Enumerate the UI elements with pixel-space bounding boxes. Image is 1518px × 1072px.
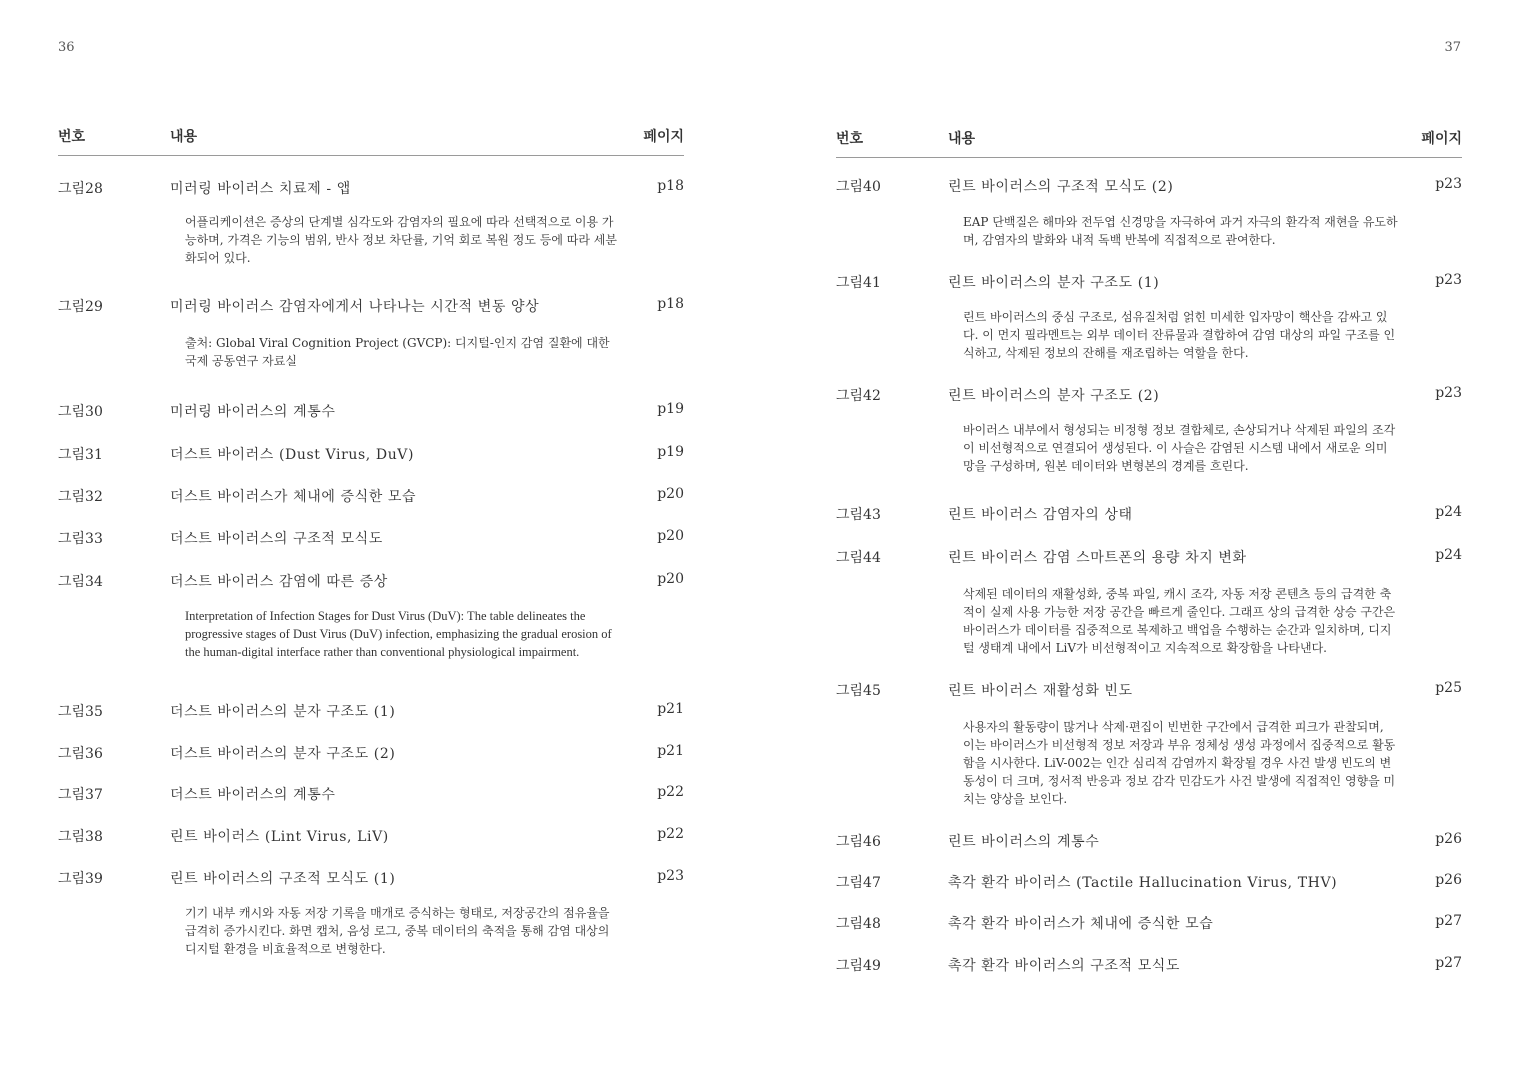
- figure-index-table: [836, 126, 1462, 974]
- page-number: 37: [1444, 40, 1461, 55]
- table-header: [836, 126, 1462, 158]
- figure-number: 그림30: [58, 404, 103, 420]
- figure-number: 그림36: [58, 746, 103, 762]
- figure-page: p20: [657, 528, 684, 544]
- figure-title: 린트 바이러스의 구조적 모식도 (2): [948, 179, 1174, 195]
- figure-number: 그림38: [58, 829, 103, 845]
- figure-description: 기기 내부 캐시와 자동 저장 기록을 매개로 증식하는 형태로, 저장공간의 점유율을 급격히 증가시킨다. 화면 캡처, 음성 로그, 중복 데이터의 축적을 통해 감염 대상의 디지털 환경을 비효율적으로 변형한다.: [185, 906, 610, 956]
- figure-number: 그림34: [58, 574, 103, 590]
- figure-title: 촉각 환각 바이러스가 체내에 증식한 모습: [948, 916, 1214, 932]
- header-number: 번호: [836, 131, 864, 147]
- figure-page: p24: [1435, 504, 1462, 520]
- figure-title: 더스트 바이러스의 구조적 모식도: [170, 531, 383, 547]
- figure-title: 더스트 바이러스 감염에 따른 증상: [170, 574, 388, 590]
- figure-number: 그림49: [836, 958, 881, 974]
- figure-page: p22: [657, 826, 684, 842]
- figure-title: 린트 바이러스의 분자 구조도 (2): [948, 388, 1160, 404]
- figure-index-table: [58, 124, 684, 956]
- figure-number: 그림39: [58, 871, 103, 887]
- figure-number: 그림29: [58, 299, 103, 315]
- figure-title: 더스트 바이러스의 분자 구조도 (2): [170, 746, 396, 762]
- figure-page: p23: [1435, 176, 1462, 192]
- figure-page: p21: [657, 701, 684, 717]
- figure-title: 린트 바이러스의 구조적 모식도 (1): [170, 871, 396, 887]
- figure-description: 린트 바이러스의 중심 구조로, 섬유질처럼 얽힌 미세한 입자망이 핵산을 감싸고 있다. 이 먼지 필라멘트는 외부 데이터 잔류물과 결합하여 감염 대상의 파일 구조를 인식하고, 삭제된 정보의 잔해를 재조립하는 역할을 한다.: [963, 310, 1396, 360]
- header-page: 페이지: [1421, 131, 1462, 147]
- figure-title: 더스트 바이러스 (Dust Virus, DuV): [170, 447, 415, 463]
- figure-title: 린트 바이러스 (Lint Virus, LiV): [170, 829, 389, 845]
- figure-page: p24: [1435, 547, 1462, 563]
- figure-page: p22: [657, 784, 684, 800]
- figure-number: 그림42: [836, 388, 881, 404]
- figure-title: 미러링 바이러스의 계통수: [170, 404, 336, 420]
- figure-number: 그림45: [836, 683, 881, 699]
- figure-number: 그림32: [58, 489, 103, 505]
- figure-page: p26: [1435, 872, 1462, 888]
- figure-description: 어플리케이션은 증상의 단계별 심각도와 감염자의 필요에 따라 선택적으로 이용 가능하며, 가격은 기능의 범위, 반사 정보 차단률, 기억 회로 복원 정도 등에 따라 세분화되어 있다.: [185, 215, 617, 265]
- table-header: [58, 124, 684, 156]
- figure-title: 촉각 환각 바이러스의 구조적 모식도: [948, 958, 1181, 974]
- figure-title: 미러링 바이러스 감염자에게서 나타나는 시간적 변동 양상: [170, 299, 540, 315]
- figure-number: 그림40: [836, 179, 881, 195]
- figure-title: 린트 바이러스 감염 스마트폰의 용량 차지 변화: [948, 550, 1247, 566]
- figure-title: 미러링 바이러스 치료제 - 앱: [170, 181, 351, 197]
- figure-page: p20: [657, 486, 684, 502]
- figure-description: 바이러스 내부에서 형성되는 비정형 정보 결합체로, 손상되거나 삭제된 파일의 조각이 비선형적으로 연결되어 생성된다. 이 사슬은 감염된 시스템 내에서 새로운 의미망을 구성하며, 원본 데이터와 변형본의 경계를 흐린다.: [963, 423, 1396, 473]
- header-content: 내용: [948, 131, 976, 147]
- figure-number: 그림41: [836, 275, 881, 291]
- figure-number: 그림48: [836, 916, 881, 932]
- figure-number: 그림28: [58, 181, 103, 197]
- figure-page: p18: [657, 296, 684, 312]
- figure-title: 린트 바이러스의 계통수: [948, 834, 1100, 850]
- figure-page: p20: [657, 571, 684, 587]
- figure-description: Interpretation of Infection Stages for Dust Virus (DuV): The table delineates the progressive stages of Dust Virus (DuV) infection, emphasizing the gradual erosion of the human-digital interface rather than conventional physiological impairment.: [185, 609, 612, 659]
- figure-description: 사용자의 활동량이 많거나 삭제·편집이 빈번한 구간에서 급격한 피크가 관찰되며, 이는 바이러스가 비선형적 정보 저장과 부유 정체성 생성 과정에서 집중적으로 활동함을 시사한다. LiV-002는 인간 심리적 감염까지 확장될 경우 사건 발생 빈도의 변동성이 더 크며, 정서적 반응과 정보 감각 민감도가 사건 발생에 직접적인 영향을 미치는 양상을 보인다.: [963, 720, 1396, 806]
- header-content: 내용: [170, 129, 198, 145]
- figure-title: 촉각 환각 바이러스 (Tactile Hallucination Virus, THV): [948, 875, 1338, 891]
- figure-page: p19: [657, 401, 684, 417]
- figure-description: EAP 단백질은 해마와 전두엽 신경망을 자극하여 과거 자극의 환각적 재현을 유도하며, 감염자의 발화와 내적 독백 반복에 직접적으로 관여한다.: [963, 215, 1398, 247]
- figure-number: 그림47: [836, 875, 881, 891]
- figure-page: p27: [1435, 913, 1462, 929]
- figure-page: p26: [1435, 831, 1462, 847]
- figure-description: 출처: Global Viral Cognition Project (GVCP): 디지털-인지 감염 질환에 대한 국제 공동연구 자료실: [185, 336, 610, 368]
- figure-number: 그림46: [836, 834, 881, 850]
- figure-title: 린트 바이러스의 분자 구조도 (1): [948, 275, 1160, 291]
- right-page: [759, 0, 1518, 1072]
- figure-description: 삭제된 데이터의 재활성화, 중복 파일, 캐시 조각, 자동 저장 콘텐츠 등의 급격한 축적이 실제 사용 가능한 저장 공간을 빠르게 줄인다. 그래프 상의 급격한 상승 구간은 바이러스가 데이터를 집중적으로 복제하고 백업을 수행하는 순간과 일치하며, 디지털 생태계 내에서 LiV가 비선형적이고 지속적으로 확장함을 나타낸다.: [963, 587, 1396, 655]
- figure-title: 린트 바이러스 감염자의 상태: [948, 507, 1133, 523]
- header-number: 번호: [58, 129, 86, 145]
- figure-title: 더스트 바이러스의 계통수: [170, 787, 336, 803]
- figure-title: 더스트 바이러스가 체내에 증식한 모습: [170, 489, 417, 505]
- figure-page: p23: [1435, 385, 1462, 401]
- figure-page: p23: [1435, 272, 1462, 288]
- figure-number: 그림43: [836, 507, 881, 523]
- header-page: 페이지: [643, 129, 684, 145]
- figure-number: 그림37: [58, 787, 103, 803]
- figure-number: 그림35: [58, 704, 103, 720]
- figure-title: 더스트 바이러스의 분자 구조도 (1): [170, 704, 396, 720]
- figure-number: 그림31: [58, 447, 103, 463]
- figure-page: p27: [1435, 955, 1462, 971]
- figure-page: p18: [657, 178, 684, 194]
- figure-page: p23: [657, 868, 684, 884]
- figure-number: 그림33: [58, 531, 103, 547]
- figure-page: p19: [657, 444, 684, 460]
- figure-page: p21: [657, 743, 684, 759]
- figure-number: 그림44: [836, 550, 881, 566]
- figure-title: 린트 바이러스 재활성화 빈도: [948, 683, 1133, 699]
- page-number: 36: [58, 40, 75, 55]
- figure-page: p25: [1435, 680, 1462, 696]
